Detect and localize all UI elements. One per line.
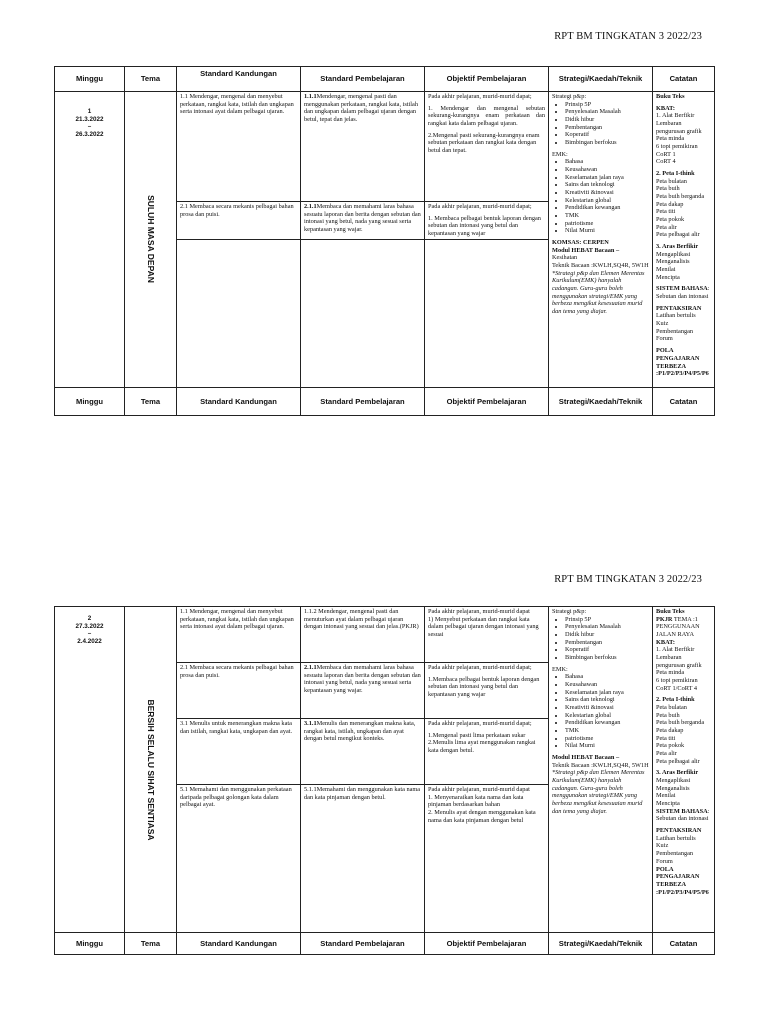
objektif-item: 2. Menulis ayat dengan menggunakan kata nama dan kata pinjaman dengan betul (428, 809, 536, 824)
strategi-note: *Strategi p&p dan Elemen Merentas Kurikulum(EMK) hanyalah cadangan. Guru-guru boleh menggunakan strategi/EMK yang berbeza mengikut kesesuaian murid dan tema yang diajar. (552, 269, 645, 316)
strategi-list (552, 101, 649, 147)
list-item: • Didik hibur (565, 116, 649, 124)
catatan-item: Mencipta (656, 800, 680, 808)
list-item: • Pendidikan kewangan (565, 204, 649, 212)
catatan-item: 6 topi pemikiran (656, 677, 698, 685)
week1-minggu (55, 92, 125, 388)
catatan-item: Pembentangan (656, 327, 694, 335)
catatan-item: Forum (656, 857, 673, 865)
emk-title: EMK: (552, 150, 568, 158)
footer-minggu: Minggu (55, 387, 125, 415)
catatan-item: Peta pelbagai alir (656, 757, 700, 765)
catatan-item: Menganalisis (656, 258, 690, 266)
sp-text: 1.1.2 Mendengar, mengenal pasti dan menuturkan ayat dalam pelbagai ujaran dengan intonasi yang sesuai dan jelas.(PKJR) (304, 608, 419, 631)
empty-cell (425, 239, 549, 387)
catatan-pola: POLA PENGAJARAN TERBEZA :P1/P2/P3/P4/P5/P6 (656, 865, 709, 896)
catatan-item: Peta pokok (656, 216, 685, 224)
list-item: • Pembentangan (565, 124, 649, 132)
header-catatan: Catatan (653, 67, 715, 92)
objektif-intro: Pada akhir pelajaran, murid-murid dapat (428, 786, 530, 793)
objektif-item: 1. Membaca pelbagai bentuk laporan dengan sebutan dan intonasi yang betul dan kepantasan yang wajar (428, 214, 541, 238)
date-dash: – (87, 123, 92, 131)
list-item: • Koperatif (565, 131, 649, 139)
sk-cell (177, 663, 301, 719)
catatan-kbat: KBAT: (656, 104, 676, 112)
header-standard-kandungan: Standard Kandungan (177, 67, 301, 92)
list-item: • Keselamatan jalan raya (565, 174, 649, 182)
list-item: • Bahasa (565, 158, 649, 166)
sp-cell (301, 785, 425, 933)
footer-objektif: Objektif Pembelajaran (425, 933, 549, 955)
list-item: • Keselamatan jalan raya (565, 689, 649, 697)
rpt-table-week2 (54, 606, 715, 955)
objektif-intro: Pada akhir pelajaran, murid-murid dapat; (428, 664, 532, 671)
footer-sk: Standard Kandungan (177, 933, 301, 955)
catatan-item: Latihan bertulis (656, 312, 696, 320)
footer-tema: Tema (125, 387, 177, 415)
catatan-item: Peta buih (656, 185, 680, 193)
strategi-cell (549, 92, 653, 388)
catatan-item: Kuiz (656, 842, 669, 850)
list-item: • Kelestarian global (565, 712, 649, 720)
list-item: • Bahasa (565, 673, 649, 681)
header-tema: Tema (125, 67, 177, 92)
week-start-date: 21.3.2022 (75, 115, 104, 123)
footer-minggu: Minggu (55, 933, 125, 955)
header-row (55, 67, 715, 92)
catatan-item: Peta pokok (656, 742, 685, 750)
catatan-kbat: KBAT: (656, 638, 676, 646)
sk-cell (177, 719, 301, 785)
footer-catatan: Catatan (653, 387, 715, 415)
objektif-cell (425, 785, 549, 933)
footer-strategi: Strategi/Kaedah/Teknik (549, 387, 653, 415)
footer-row (55, 387, 715, 415)
objektif-item: 2.Menulis lima ayat menggunakan rangkai kata dengan betul. (428, 739, 536, 755)
list-item: • Kreativiti &inovasi (565, 189, 649, 197)
header-standard-pembelajaran: Standard Pembelajaran (301, 67, 425, 92)
emk-title: EMK: (552, 665, 568, 673)
catatan-sistem: SISTEM BAHASA: Sebutan dan intonasi (656, 285, 710, 301)
empty-cell (177, 239, 301, 387)
strategi-note: *Strategi p&p dan Elemen Merentas Kurikulum(EMK) hanyalah cadangan. Guru-guru boleh menggunakan strategi/EMK yang berbeza mengikut kesesuaian murid dan tema yang diajar. (552, 769, 645, 815)
footer-sp: Standard Pembelajaran (301, 387, 425, 415)
catatan-item: Peta buih berganda (656, 719, 705, 727)
list-item: • Pendidikan kewangan (565, 719, 649, 727)
list-item: • patriotisme (565, 220, 649, 228)
week-number: 1 (87, 108, 92, 115)
list-item: • Prinsip 5P (565, 616, 649, 624)
sp-cell (301, 719, 425, 785)
list-item: • TMK (565, 212, 649, 220)
week2-minggu (55, 607, 125, 933)
list-item: • Penyelesaian Masalah (565, 108, 649, 116)
catatan-pola: POLA PENGAJARAN TERBEZA :P1/P2/P3/P4/P5/P6 (656, 347, 709, 378)
footer-row (55, 933, 715, 955)
list-item: • Sains dan teknologi (565, 696, 649, 704)
objektif-item: 1.Membaca pelbagai bentuk laporan dengan sebutan dan intonasi yang betul dan kepantasan yang wajar (428, 675, 540, 699)
empty-cell (301, 239, 425, 387)
strategi-title: Strategi p&p: (552, 93, 587, 100)
catatan-item: Peta bulatan (656, 177, 687, 185)
sp-text: 3.1.1Menulis dan menerangkan makna kata, rangkai kata, istilah, ungkapan dan ayat dengan betul mengikut konteks. (304, 720, 416, 743)
objektif-cell (425, 607, 549, 663)
list-item: • Bimbingan berfokus (565, 654, 649, 662)
list-item: • Prinsip 5P (565, 101, 649, 109)
week-start-date: 27.3.2022 (75, 622, 104, 630)
catatan-item: Peta buih berganda (656, 193, 705, 201)
catatan-item: Lembaran pengurusan grafik (656, 120, 702, 135)
header-objektif: Objektif Pembelajaran (425, 67, 549, 92)
catatan-item: Peta titi (656, 208, 676, 216)
objektif-item: 2.Mengenal pasti sekurang-kurangnya enam sebutan perkataan dan rangkai kata dengan betul dan tepat. (428, 131, 540, 155)
sk-cell (177, 785, 301, 933)
list-item: • Keusahawan (565, 166, 649, 174)
catatan-cell (653, 607, 715, 933)
catatan-item: Kuiz (656, 320, 669, 328)
catatan-pentaksiran: PENTAKSIRAN (656, 827, 702, 835)
catatan-item: Peta alir (656, 750, 677, 758)
objektif-intro: Pada akhir pelajaran, murid-murid dapat; (428, 203, 532, 210)
objektif-cell (425, 719, 549, 785)
sp-text: 5.1.1Memahami dan menggunakan kata nama dan kata pinjaman dengan betul. (304, 786, 421, 801)
list-item: • Nilai Murni (565, 742, 649, 750)
week-end-date: 26.3.2022 (75, 131, 104, 139)
header-strategi: Strategi/Kaedah/Teknik (549, 67, 653, 92)
sk-text: 2.1 Membaca secara mekanis pelbagai bahan prosa dan puisi. (180, 203, 294, 218)
week1-tema-cell (125, 92, 177, 388)
tema-title: BERSIH SELALU SIHAT SENTIASA (145, 698, 156, 841)
strategi-cell (549, 607, 653, 933)
catatan-item: Latihan bertulis (656, 834, 696, 842)
sp-cell (301, 607, 425, 663)
list-item: • TMK (565, 727, 649, 735)
page-title-2: RPT BM TINGKATAN 3 2022/23 (554, 574, 702, 585)
footer-catatan: Catatan (653, 933, 715, 955)
tema-title: SULUH MASA DEPAN (145, 195, 156, 284)
catatan-item: Forum (656, 335, 673, 343)
modul-label: Modul HEBAT Bacaan – (552, 246, 620, 254)
sk-text: 5.1 Memahami dan menggunakan perkataan daripada pelbagai golongan kata dalam pelbagai ayat. (180, 786, 292, 809)
objektif-item: 1. Menyenaraikan kata nama dan kata pinjaman berdasarkan bahan (428, 793, 524, 809)
catatan-item: Mengaplikasi (656, 777, 691, 785)
sk-cell (177, 202, 301, 240)
footer-strategi: Strategi/Kaedah/Teknik (549, 933, 653, 955)
objektif-intro: Pada akhir pelajaran, murid-murid dapat; (428, 93, 532, 100)
modul-label: Modul HEBAT Bacaan – (552, 754, 620, 762)
sp-text: 2.1.1Membaca dan memahami laras bahasa sesuatu laporan dan berita dengan sebutan dan intonasi yang betul, nada yang sesuai serta kepantasan yang wajar. (304, 203, 421, 234)
catatan-item: Lembaran pengurusan grafik (656, 654, 702, 669)
catatan-item: CoRT 1/CoRT 4 (656, 684, 697, 692)
catatan-item: Menilai (656, 792, 676, 800)
catatan-item: Peta bulatan (656, 704, 687, 712)
sp-cell (301, 92, 425, 202)
catatan-item: Mengaplikasi (656, 250, 691, 258)
sk-text: 1.1 Mendengar, mengenal dan menyebut perkataan, rangkai kata, istilah dan ungkapan serta intonasi ayat dalam pelbagai ujaran. (180, 608, 294, 631)
catatan-item: Peta pelbagai alir (656, 231, 700, 239)
catatan-item: Peta dakap (656, 200, 684, 208)
catatan-item: 1. Alat Berfikir (656, 646, 695, 654)
objektif-intro: Pada akhir pelajaran, murid-murid dapat; (428, 720, 532, 727)
catatan-item: 1. Alat Berfikir (656, 112, 695, 120)
date-dash: – (87, 630, 92, 638)
objektif-cell (425, 92, 549, 202)
sp-text: 2.1.1Membaca dan memahami laras bahasa sesuatu laporan dan berita dengan sebutan dan intonasi yang betul, nada yang sesuai serta kepantasan yang wajar. (304, 664, 421, 695)
catatan-item: Peta buih (656, 711, 680, 719)
footer-objektif: Objektif Pembelajaran (425, 387, 549, 415)
catatan-item: Pembentangan (656, 850, 694, 858)
list-item: • Keusahawan (565, 681, 649, 689)
catatan-item: Menganalisis (656, 784, 690, 792)
list-item: • Kreativiti &inovasi (565, 704, 649, 712)
objektif-cell (425, 663, 549, 719)
teknik-label: Teknik Bacaan :KWLH,SQ4R, 5W1H (552, 761, 649, 769)
week-number: 2 (87, 615, 92, 622)
objektif-item: 1. Mendengar dan mengenal sebutan sekurang-kurangnya enam perkataan dan rangkai kata dalam pelbagai ujaran. (428, 104, 545, 128)
emk-list (552, 673, 649, 750)
catatan-item: 6 topi pemikiran (656, 143, 698, 151)
list-item: • Bimbingan berfokus (565, 139, 649, 147)
komsas-label: KOMSAS: CERPEN (552, 239, 609, 247)
catatan-item: Peta titi (656, 734, 676, 742)
catatan-item: Peta alir (656, 223, 677, 231)
catatan-item: Mencipta (656, 273, 680, 281)
emk-list (552, 158, 649, 235)
catatan-aras: 3. Aras Berfikir (656, 243, 699, 251)
page-title-1: RPT BM TINGKATAN 3 2022/23 (554, 31, 702, 42)
sp-cell (301, 202, 425, 240)
sk-text: 1.1 Mendengar, mengenal dan menyebut perkataan, rangkai kata, istilah dan ungkapan serta intonasi ayat dalam pelbagai ujaran. (180, 93, 294, 116)
rpt-table-week1 (54, 66, 715, 416)
list-item: • Nilai Murni (565, 227, 649, 235)
sp-text: 1.1.1Mendengar, mengenal pasti dan menggunakan perkataan, rangkai kata, istilah dan ungkapan dalam pelbagai ujaran dengan betul, tepat dan jelas. (304, 93, 418, 124)
sk-cell (177, 92, 301, 202)
list-item: • Penyelesaian Masalah (565, 623, 649, 631)
objektif-cell (425, 202, 549, 240)
sk-text: 2.1 Membaca secara mekanis pelbagai bahan prosa dan puisi. (180, 664, 294, 679)
catatan-pentaksiran: PENTAKSIRAN (656, 304, 702, 312)
header-minggu: Minggu (55, 67, 125, 92)
catatan-item: Menilai (656, 266, 676, 274)
week-end-date: 2.4.2022 (77, 638, 102, 646)
list-item: • patriotisme (565, 735, 649, 743)
objektif-item: 1.Mengenal pasti lima perkataan sukar (428, 731, 526, 739)
strategi-list (552, 616, 649, 662)
week2-row-1 (55, 607, 715, 663)
footer-tema: Tema (125, 933, 177, 955)
catatan-item: CoRT 1 (656, 150, 676, 158)
catatan-bukuteks: Buku Teks (656, 93, 685, 100)
objektif-intro: Pada akhir pelajaran, murid-murid dapat (428, 608, 530, 615)
list-item: • Koperatif (565, 646, 649, 654)
modul-sub: Kesihatan (552, 254, 578, 262)
catatan-item: Peta minda (656, 135, 685, 143)
catatan-cell (653, 92, 715, 388)
catatan-peta: 2. Peta I-think (656, 170, 695, 178)
list-item: • Didik hibur (565, 631, 649, 639)
list-item: • Kelestarian global (565, 197, 649, 205)
footer-sp: Standard Pembelajaran (301, 933, 425, 955)
objektif-item: 1) Menyebut perkataan dan rangkai kata dalam pelbagai ujaran dengan intonasi yang sesuai (428, 615, 539, 639)
catatan-pkjr: PKJR TEMA :1 PENGGUNAAN JALAN RAYA (656, 615, 700, 639)
list-item: • Sains dan teknologi (565, 181, 649, 189)
week1-row-1 (55, 92, 715, 202)
footer-sk: Standard Kandungan (177, 387, 301, 415)
week2-tema-cell (125, 607, 177, 933)
sp-cell (301, 663, 425, 719)
sk-text: 3.1 Menulis untuk menerangkan makna kata dan istilah, rangkai kata, ungkapan dan ayat. (180, 720, 293, 735)
catatan-peta: 2. Peta I-think (656, 696, 695, 704)
teknik-label: Teknik Bacaan :KWLH,SQ4R, 5W1H (552, 262, 649, 270)
catatan-item: CoRT 4 (656, 158, 676, 166)
catatan-item: Peta dakap (656, 727, 684, 735)
sk-cell (177, 607, 301, 663)
catatan-sistem: SISTEM BAHASA: Sebutan dan intonasi (656, 807, 710, 823)
catatan-aras: 3. Aras Berfikir (656, 769, 699, 777)
catatan-bukuteks: Buku Teks (656, 608, 685, 615)
list-item: • Pembentangan (565, 639, 649, 647)
catatan-item: Peta minda (656, 669, 685, 677)
strategi-title: Strategi p&p: (552, 608, 587, 615)
